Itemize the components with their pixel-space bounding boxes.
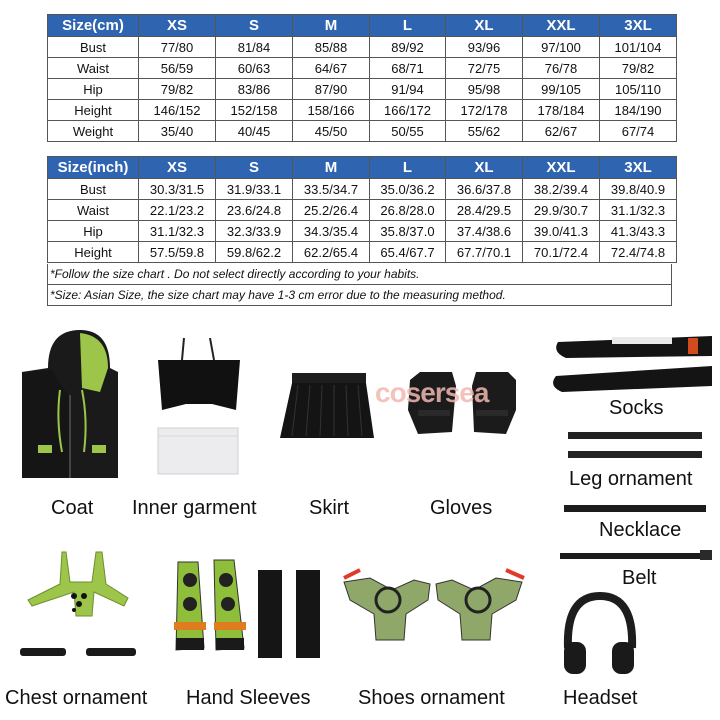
inch-table-header-cell: L — [370, 157, 446, 179]
cm-table-cell: 45/50 — [293, 121, 370, 142]
cm-table-cell: 166/172 — [370, 100, 446, 121]
inch-table-cell: 32.3/33.9 — [216, 221, 293, 242]
inch-table-header-cell: XL — [446, 157, 523, 179]
inner-garment-image — [158, 338, 240, 474]
cm-table-row-label: Height — [48, 100, 139, 121]
inch-table-cell: 67.7/70.1 — [446, 242, 523, 263]
cm-table-cell: 99/105 — [523, 79, 600, 100]
cm-table-cell: 91/94 — [370, 79, 446, 100]
hand-sleeves-label: Hand Sleeves — [186, 687, 311, 709]
cm-table-cell: 62/67 — [523, 121, 600, 142]
shoes-ornament-image — [344, 570, 524, 640]
cm-table-header-cell: 3XL — [600, 15, 677, 37]
inch-table-row-label: Hip — [48, 221, 139, 242]
inch-table-cell: 26.8/28.0 — [370, 200, 446, 221]
cm-table-cell: 152/158 — [216, 100, 293, 121]
inch-table-row-label: Height — [48, 242, 139, 263]
inch-table-cell: 57.5/59.8 — [139, 242, 216, 263]
inch-table-cell: 38.2/39.4 — [523, 179, 600, 200]
inch-table-header-cell: XS — [139, 157, 216, 179]
cm-table-header-cell: S — [216, 15, 293, 37]
cm-table-cell: 101/104 — [600, 37, 677, 58]
cm-table-cell: 178/184 — [523, 100, 600, 121]
socks-image — [553, 336, 712, 392]
cm-table-cell: 77/80 — [139, 37, 216, 58]
inch-table-cell: 31.1/32.3 — [600, 200, 677, 221]
cm-table-row-label: Weight — [48, 121, 139, 142]
leg-ornament-image — [568, 432, 702, 458]
cm-table-header-cell: Size(cm) — [48, 15, 139, 37]
cm-table-cell: 93/96 — [446, 37, 523, 58]
cm-table-cell: 72/75 — [446, 58, 523, 79]
cm-table-cell: 87/90 — [293, 79, 370, 100]
coat-image — [22, 330, 118, 478]
inch-table-cell: 41.3/43.3 — [600, 221, 677, 242]
inner-garment-label: Inner garment — [132, 497, 257, 519]
size-note-follow-chart: *Follow the size chart . Do not select directly according to your habits. — [47, 264, 672, 285]
inch-table-cell: 62.2/65.4 — [293, 242, 370, 263]
inch-table-cell: 33.5/34.7 — [293, 179, 370, 200]
cm-table-header-cell: M — [293, 15, 370, 37]
cm-table-cell: 60/63 — [216, 58, 293, 79]
cm-table-cell: 55/62 — [446, 121, 523, 142]
cm-table-header-cell: L — [370, 15, 446, 37]
inch-table-cell: 28.4/29.5 — [446, 200, 523, 221]
cm-table-cell: 184/190 — [600, 100, 677, 121]
inch-table-cell: 34.3/35.4 — [293, 221, 370, 242]
necklace-label: Necklace — [599, 519, 682, 541]
headset-image — [564, 596, 634, 674]
necklace-image — [564, 505, 706, 512]
skirt-label: Skirt — [309, 497, 349, 519]
cm-table-row-label: Waist — [48, 58, 139, 79]
cosersea-watermark: cosersea — [375, 377, 489, 408]
skirt-image — [280, 373, 374, 438]
inch-table-cell: 70.1/72.4 — [523, 242, 600, 263]
cm-table-row-label: Hip — [48, 79, 139, 100]
cm-table-header-cell: XS — [139, 15, 216, 37]
chest-ornament-label: Chest ornament — [5, 687, 148, 709]
cm-table-cell: 85/88 — [293, 37, 370, 58]
inch-table-header-cell: XXL — [523, 157, 600, 179]
inch-table-cell: 30.3/31.5 — [139, 179, 216, 200]
cm-table-cell: 158/166 — [293, 100, 370, 121]
inch-table-header-cell: S — [216, 157, 293, 179]
cm-table-cell: 56/59 — [139, 58, 216, 79]
belt-image — [560, 550, 712, 560]
inch-table-cell: 35.8/37.0 — [370, 221, 446, 242]
inch-table-cell: 31.1/32.3 — [139, 221, 216, 242]
cm-table-cell: 68/71 — [370, 58, 446, 79]
cm-table-cell: 105/110 — [600, 79, 677, 100]
inch-table-cell: 59.8/62.2 — [216, 242, 293, 263]
cm-table-cell: 81/84 — [216, 37, 293, 58]
gloves-label: Gloves — [430, 497, 493, 519]
inch-table-cell: 23.6/24.8 — [216, 200, 293, 221]
leg-ornament-label: Leg ornament — [569, 468, 693, 490]
inch-table-cell: 25.2/26.4 — [293, 200, 370, 221]
inch-table-header-cell: M — [293, 157, 370, 179]
cm-table-header-cell: XL — [446, 15, 523, 37]
shoes-ornament-label: Shoes ornament — [358, 687, 505, 709]
inch-table-header-cell: 3XL — [600, 157, 677, 179]
cm-table-cell: 76/78 — [523, 58, 600, 79]
cm-table-cell: 172/178 — [446, 100, 523, 121]
inch-table-cell: 35.0/36.2 — [370, 179, 446, 200]
inch-table-cell: 65.4/67.7 — [370, 242, 446, 263]
inch-table-cell: 31.9/33.1 — [216, 179, 293, 200]
inch-table-header-cell: Size(inch) — [48, 157, 139, 179]
cm-table-header-cell: XXL — [523, 15, 600, 37]
cm-table-cell: 40/45 — [216, 121, 293, 142]
cm-table-cell: 64/67 — [293, 58, 370, 79]
inch-table-row-label: Bust — [48, 179, 139, 200]
inch-table-cell: 29.9/30.7 — [523, 200, 600, 221]
belt-label: Belt — [622, 567, 657, 589]
coat-label: Coat — [51, 497, 94, 519]
inch-table-cell: 39.8/40.9 — [600, 179, 677, 200]
chest-ornament-image — [20, 552, 136, 656]
inch-table-cell: 39.0/41.3 — [523, 221, 600, 242]
cm-table-cell: 97/100 — [523, 37, 600, 58]
cm-table-cell: 146/152 — [139, 100, 216, 121]
cm-table-cell: 79/82 — [600, 58, 677, 79]
inch-table-cell: 36.6/37.8 — [446, 179, 523, 200]
socks-label: Socks — [609, 397, 664, 419]
headset-label: Headset — [563, 687, 638, 709]
cm-table-cell: 95/98 — [446, 79, 523, 100]
cm-table-cell: 79/82 — [139, 79, 216, 100]
cm-table-cell: 35/40 — [139, 121, 216, 142]
inch-table-cell: 37.4/38.6 — [446, 221, 523, 242]
inch-table-cell: 22.1/23.2 — [139, 200, 216, 221]
cm-table-cell: 50/55 — [370, 121, 446, 142]
cm-table-row-label: Bust — [48, 37, 139, 58]
cm-table-cell: 67/74 — [600, 121, 677, 142]
size-note-asian-size: *Size: Asian Size, the size chart may have 1-3 cm error due to the measuring method. — [47, 285, 672, 306]
cm-table-cell: 89/92 — [370, 37, 446, 58]
inch-table-cell: 72.4/74.8 — [600, 242, 677, 263]
hand-sleeves-image — [174, 560, 320, 658]
inch-table-row-label: Waist — [48, 200, 139, 221]
cm-table-cell: 83/86 — [216, 79, 293, 100]
